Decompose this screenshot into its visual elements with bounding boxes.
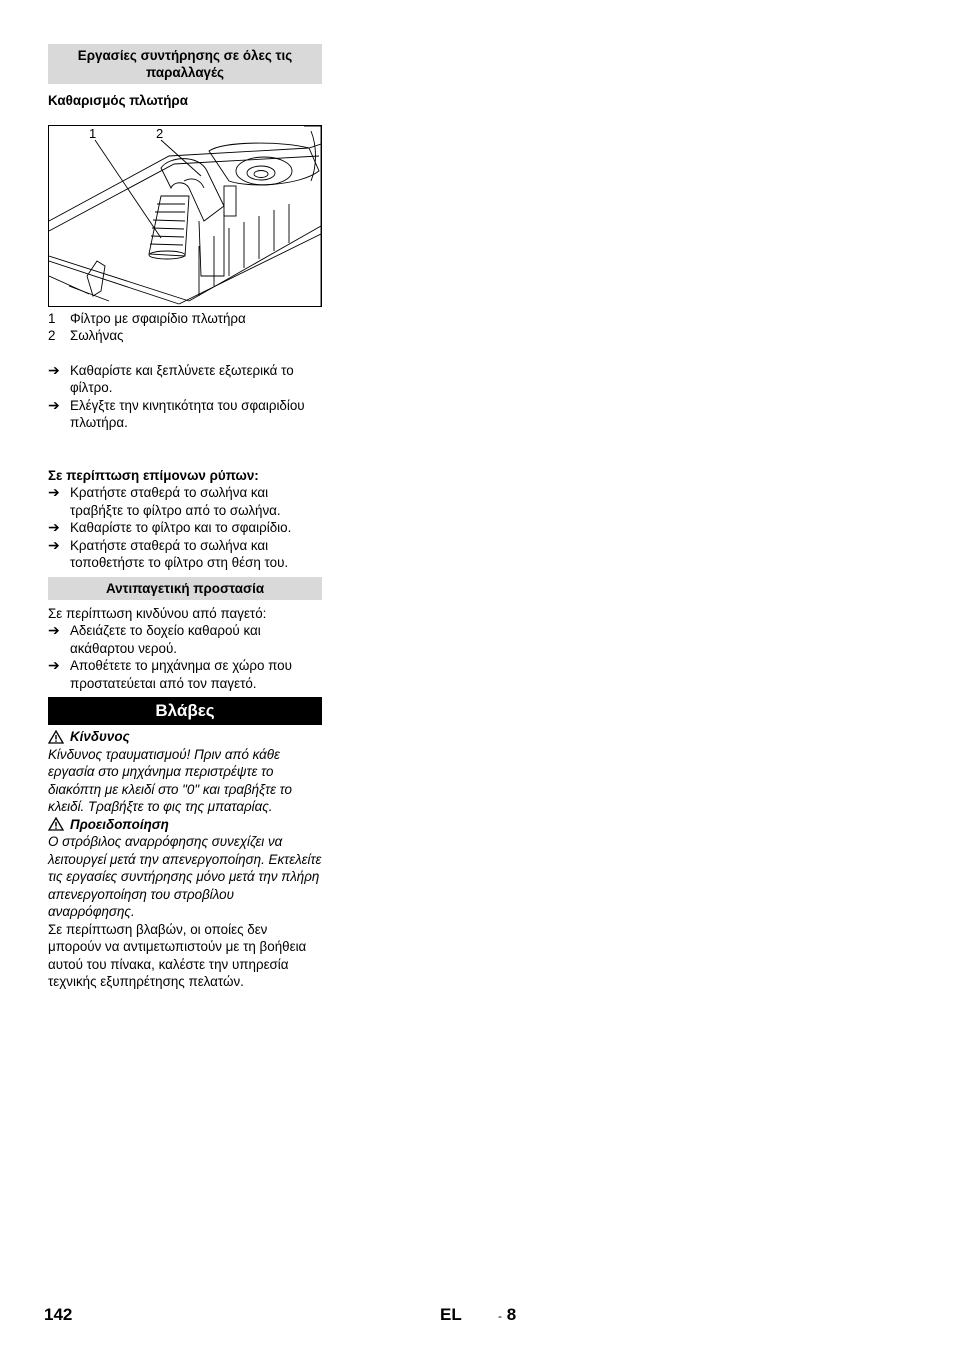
frost-steps	[48, 622, 322, 692]
service-text: Σε περίπτωση βλαβών, οι οποίες δεν μπορούν να αντιμετωπιστούν με τη βοήθεια αυτού του πίνακα, καλέστε την υπηρεσία τεχνικής εξυπηρέτησης πελατών.	[48, 921, 307, 989]
arrow-right-icon: ➔	[48, 622, 60, 638]
warning-text: Ο στρόβιλος αναρρόφησης συνεχίζει να λειτουργεί μετά την απενεργοποίηση. Εκτελείτε τις εργασίες συντήρησης μόνο μετά την πλήρη απενεργοποίηση του στροβίλου αναρρόφησης.	[48, 834, 322, 919]
frost-protection-heading: Αντιπαγετική προστασία	[48, 577, 322, 600]
legend-item: 1 Φίλτρο με σφαιρίδιο πλωτήρα	[48, 310, 246, 326]
danger-title: Κίνδυνος	[48, 728, 322, 746]
arrow-right-icon: ➔	[48, 484, 60, 500]
figure-legend	[48, 310, 322, 345]
danger-text: Κίνδυνος τραυματισμού! Πριν από κάθε εργασία στο μηχάνημα περιστρέψτε το διακόπτη με κλειδί στο "0" και τραβήξτε το κλειδί. Τραβήξτε το φις της μπαταρίας.	[48, 746, 292, 814]
stubborn-dirt-heading: Σε περίπτωση επίμονων ρύπων:	[48, 467, 259, 483]
warning-title: Προειδοποίηση	[48, 816, 322, 834]
callout-1: 1	[89, 125, 97, 141]
legend-item: 2 Σωλήνας	[48, 328, 124, 343]
arrow-right-icon: ➔	[48, 536, 60, 553]
float-cleaning-subheading: Καθαρισμός πλωτήρα	[48, 93, 188, 108]
arrow-right-icon: ➔	[48, 657, 60, 673]
arrow-right-icon: ➔	[48, 396, 60, 413]
step-item: ➔ Κρατήστε σταθερά το σωλήνα και τραβήξτε το φίλτρο από το σωλήνα.	[48, 484, 281, 518]
warning-triangle-icon	[48, 817, 64, 831]
float-filter-illustration	[49, 126, 321, 306]
language-code: EL	[440, 1305, 462, 1324]
faults-heading: Βλάβες	[48, 697, 322, 725]
step-item: ➔ Αποθέτετε το μηχάνημα σε χώρο που προστατεύεται από τον παγετό.	[48, 657, 292, 691]
main-column	[48, 44, 322, 991]
step-item: ➔ Αδειάζετε το δοχείο καθαρού και ακάθαρτου νερού.	[48, 622, 261, 656]
warning-triangle-icon	[48, 730, 64, 744]
maintenance-heading: Εργασίες συντήρησης σε όλες τις παραλλαγές	[48, 44, 322, 84]
step-item: ➔ Καθαρίστε το φίλτρο και το σφαιρίδιο.	[48, 519, 292, 535]
step-item: ➔ Ελέγξτε την κινητικότητα του σφαιριδίου πλωτήρα.	[48, 396, 305, 430]
step-item: ➔ Κρατήστε σταθερά το σωλήνα και τοποθετήστε το φίλτρο στη θέση του.	[48, 536, 289, 570]
arrow-right-icon: ➔	[48, 519, 60, 535]
arrow-right-icon: ➔	[48, 361, 60, 378]
page-number: 142	[44, 1305, 73, 1324]
section-page: - 8	[498, 1305, 517, 1324]
step-item: ➔ Καθαρίστε και ξεπλύνετε εξωτερικά το φίλτρο.	[48, 361, 294, 395]
frost-intro: Σε περίπτωση κινδύνου από παγετό:	[48, 605, 267, 621]
callout-2: 2	[156, 125, 164, 141]
float-filter-figure	[48, 125, 322, 307]
stubborn-steps	[48, 484, 322, 572]
cleaning-steps	[48, 362, 322, 432]
